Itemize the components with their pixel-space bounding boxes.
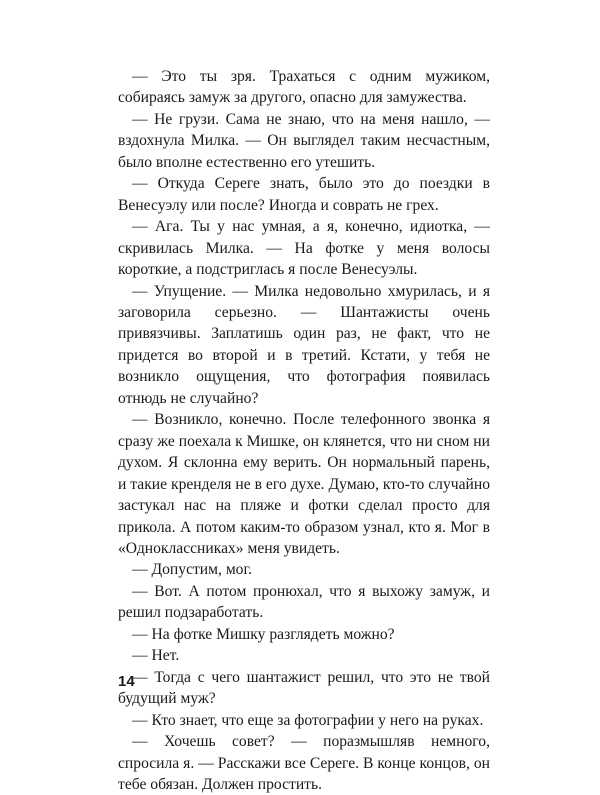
paragraph: — На фотке Мишку разглядеть можно?: [132, 625, 395, 643]
page-number: 14: [118, 673, 135, 690]
paragraph: — Не грузи. Сама не знаю, что на меня нашло, — вздохнула Милка. — Он выглядел таким несчастным, было вполне естественно его утешить.: [118, 110, 490, 171]
paragraph: — Возникло, конечно. После телефонного звонка я сразу же поехала к Мишке, он клянется, что ни сном ни духом. Я склонна ему верить. Он нормальный парень, и такие кренделя не в его духе. Думаю, кто-то случайно застукал нас на пляже и фотки сделал просто для прикола. А потом каким-то образом узнал, кто я. Мог в «Одноклассниках» меня увидеть.: [118, 411, 490, 557]
paragraph: — Упущение. — Милка недовольно хмурилась, и я заговорила серьезно. — Шантажисты очень привязчивы. Заплатишь один раз, не факт, что не придется во второй и в третий. Кстати, у тебя не возникло ощущения, что фотография появилась отнюдь не случайно?: [118, 282, 490, 407]
paragraph: — Хочешь совет? — поразмышляв немного, спросила я. — Расскажи все Сереге. В конце концов, он тебе обязан. Должен простить.: [118, 733, 490, 793]
paragraph: — Нет.: [132, 647, 180, 665]
body-text: [118, 66, 490, 795]
paragraph: — Кто знает, что еще за фотографии у него на руках.: [132, 711, 484, 729]
paragraph: — Откуда Сереге знать, было это до поездки в Венесуэлу или после? Иногда и соврать не грех.: [118, 175, 490, 214]
paragraph: — Это ты зря. Трахаться с одним мужиком, собираясь замуж за другого, опасно для замужества.: [118, 68, 490, 107]
paragraph: — Вот. А потом пронюхал, что я выхожу замуж, и решил подзаработать.: [118, 582, 490, 622]
paragraph: — Допустим, мог.: [132, 561, 253, 579]
paragraph: — Тогда с чего шантажист решил, что это не твой будущий муж?: [118, 668, 490, 708]
paragraph: — Ага. Ты у нас умная, а я, конечно, идиотка, — скривилась Милка. — На фотке у меня волосы короткие, а подстриглась я после Венесуэлы.: [118, 218, 490, 279]
